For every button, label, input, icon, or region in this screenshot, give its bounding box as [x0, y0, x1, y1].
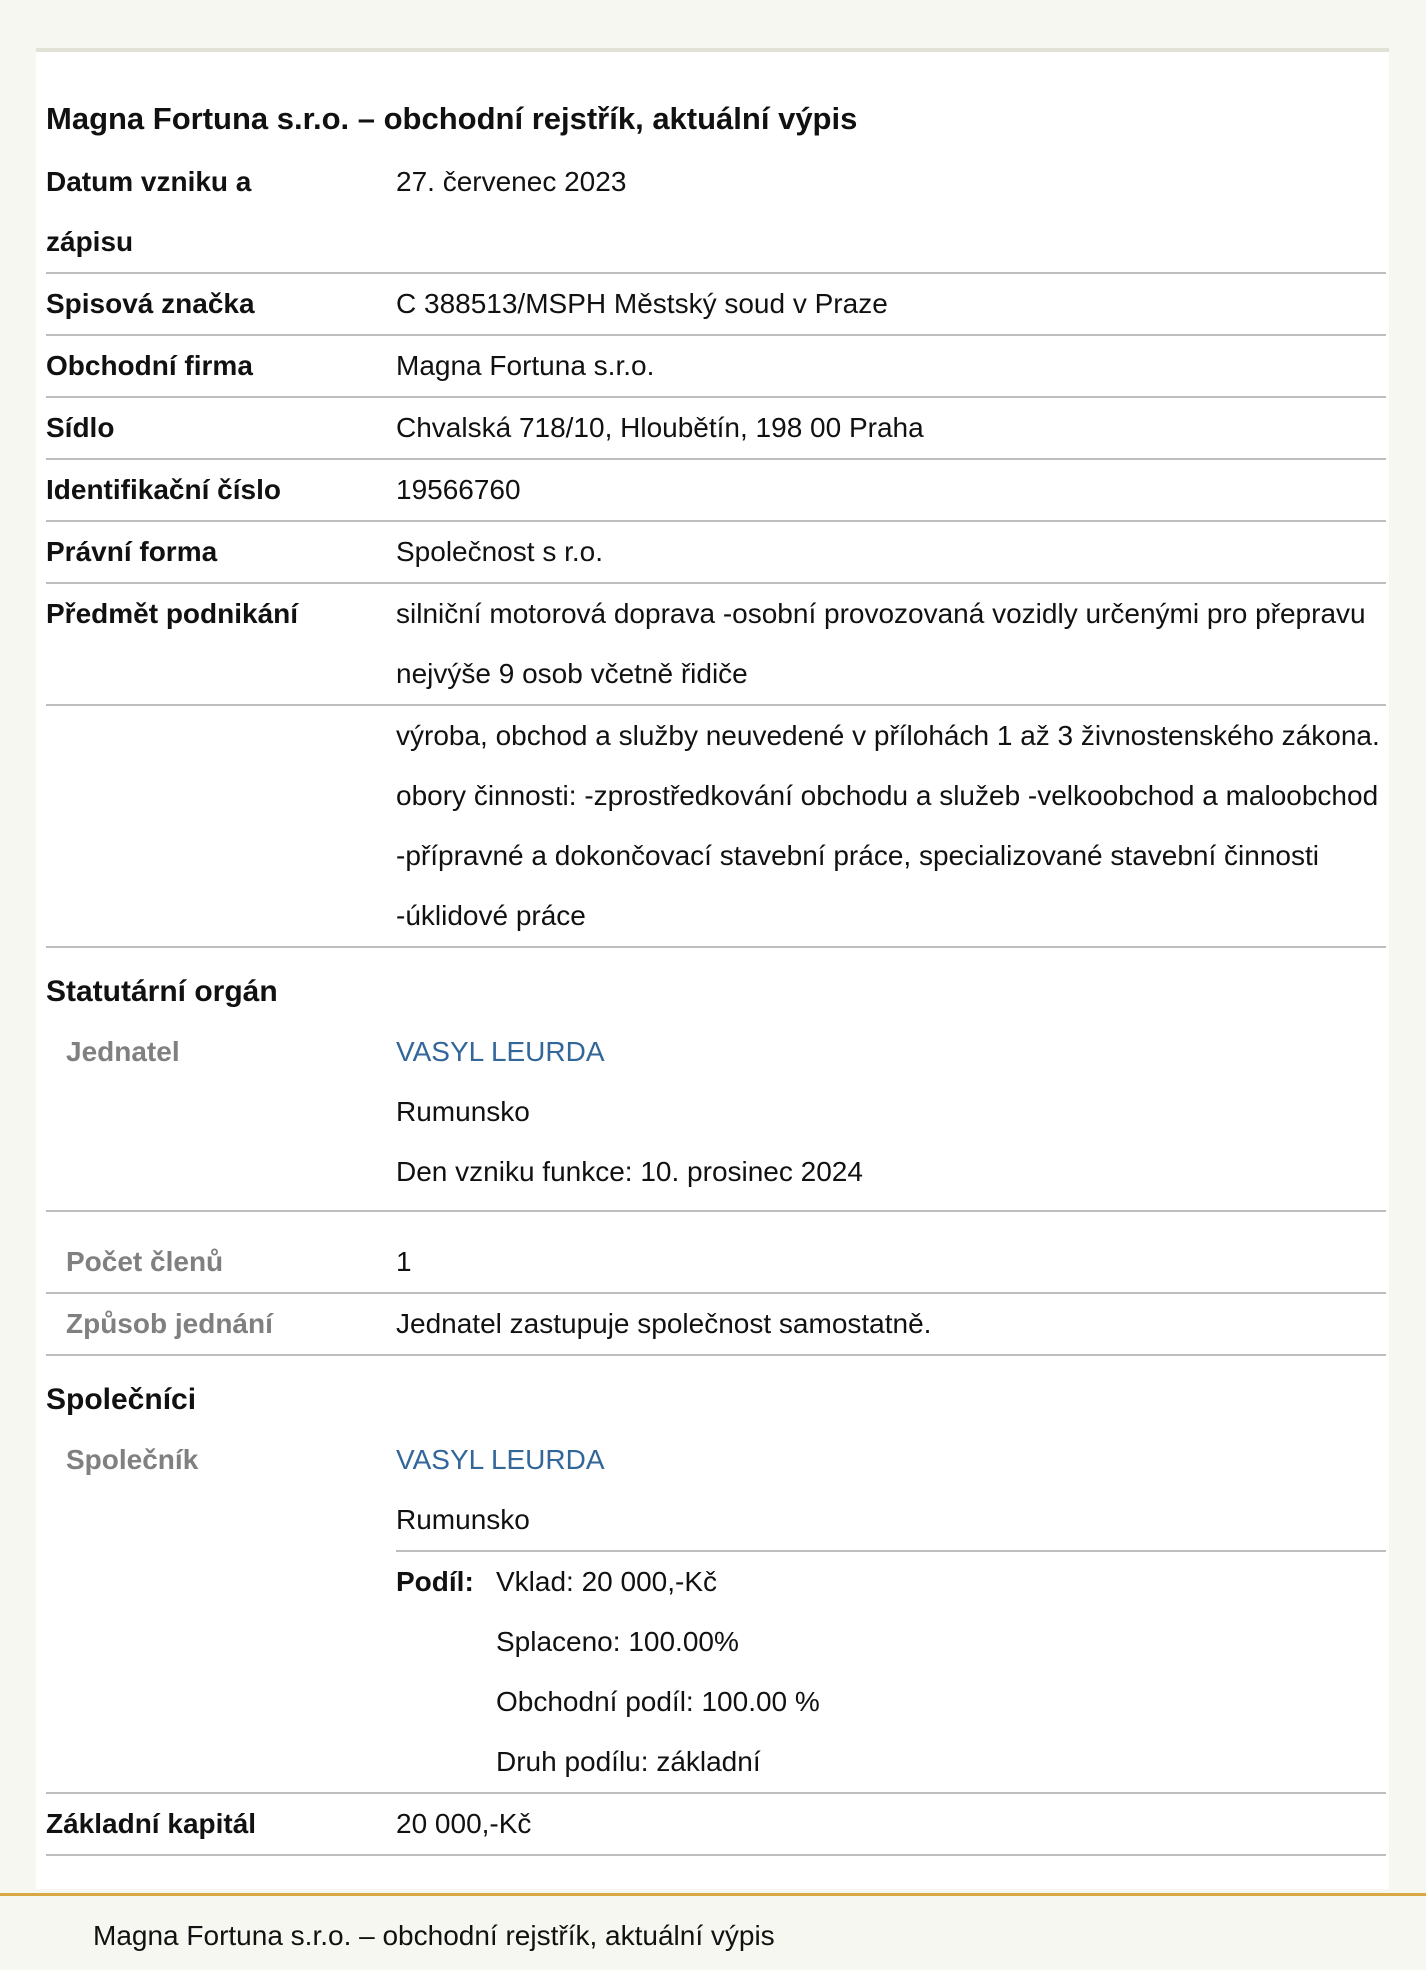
row-pravni-forma	[46, 521, 1386, 583]
row-zpusob-jednani	[46, 1293, 1386, 1355]
row-datum-vzniku	[46, 152, 1386, 273]
row-label: Společník	[46, 1430, 396, 1793]
footer-title: Magna Fortuna s.r.o. – obchodní rejstřík, aktuální výpis	[93, 1920, 775, 1951]
row-label: Sídlo	[46, 397, 396, 459]
share-druh: Druh podílu: základní	[496, 1746, 761, 1777]
section-statutarni-organ	[46, 947, 1386, 1022]
row-label: Počet členů	[46, 1211, 396, 1293]
person-country: Rumunsko	[396, 1096, 530, 1127]
row-label: Obchodní firma	[46, 335, 396, 397]
row-label: Způsob jednání	[46, 1293, 396, 1355]
row-spisova-znacka	[46, 273, 1386, 335]
row-value: Chvalská 718/10, Hloubětín, 198 00 Praha	[396, 397, 1386, 459]
share-obchodni-podil: Obchodní podíl: 100.00 %	[496, 1686, 820, 1717]
row-label: Jednatel	[46, 1022, 396, 1211]
row-value: silniční motorová doprava -osobní provozovaná vozidly určenými pro přepravu nejvýše 9 osob včetně řidiče	[396, 583, 1386, 705]
page-title: Magna Fortuna s.r.o. – obchodní rejstřík, aktuální výpis	[46, 101, 858, 136]
row-pocet-clenu	[46, 1211, 1386, 1293]
function-since: Den vzniku funkce: 10. prosinec 2024	[396, 1156, 863, 1187]
share-splaceno: Splaceno: 100.00%	[496, 1626, 739, 1657]
share-block	[396, 1552, 1386, 1792]
row-value: 20 000,-Kč	[396, 1793, 1386, 1855]
section-heading: Společníci	[46, 1383, 197, 1416]
row-value: 1	[396, 1211, 1386, 1293]
row-zakladni-kapital	[46, 1793, 1386, 1855]
row-sidlo	[46, 397, 1386, 459]
row-spolecnik	[46, 1430, 1386, 1793]
row-value: Magna Fortuna s.r.o.	[396, 335, 1386, 397]
row-value	[396, 1022, 1386, 1211]
row-value: Společnost s r.o.	[396, 521, 1386, 583]
row-label: Datum vzniku a zápisu	[46, 152, 396, 273]
person-link-jednatel[interactable]: VASYL LEURDA	[396, 1036, 605, 1067]
row-predmet-podnikani-2	[46, 705, 1386, 947]
person-country: Rumunsko	[396, 1504, 530, 1535]
row-label: Předmět podnikání	[46, 583, 396, 705]
row-label: Základní kapitál	[46, 1793, 396, 1855]
row-value: 19566760	[396, 459, 1386, 521]
share-label: Podíl:	[396, 1566, 474, 1597]
share-details	[496, 1552, 820, 1792]
row-value: C 388513/MSPH Městský soud v Praze	[396, 273, 1386, 335]
row-obchodni-firma	[46, 335, 1386, 397]
row-label: Identifikační číslo	[46, 459, 396, 521]
row-jednatel	[46, 1022, 1386, 1211]
row-label: Právní forma	[46, 521, 396, 583]
share-vklad: Vklad: 20 000,-Kč	[496, 1566, 718, 1597]
register-table	[46, 152, 1386, 1856]
row-value: Jednatel zastupuje společnost samostatně.	[396, 1293, 1386, 1355]
row-value: 27. červenec 2023	[396, 152, 1386, 273]
person-link-spolecnik[interactable]: VASYL LEURDA	[396, 1444, 605, 1475]
row-predmet-podnikani	[46, 583, 1386, 705]
row-value: výroba, obchod a služby neuvedené v přílohách 1 až 3 živnostenského zákona. obory činnosti: -zprostředkování obchodu a služeb -velkoobchod a maloobchod -přípravné a dokončovací stavební práce, specializované stavební činnosti -úklidové práce	[396, 705, 1386, 947]
section-spolecnici	[46, 1355, 1386, 1430]
footer-divider	[0, 1893, 1426, 1896]
row-value	[396, 1430, 1386, 1793]
row-label-empty	[46, 705, 396, 947]
row-identifikacni-cislo	[46, 459, 1386, 521]
section-heading: Statutární orgán	[46, 975, 278, 1008]
row-label: Spisová značka	[46, 273, 396, 335]
